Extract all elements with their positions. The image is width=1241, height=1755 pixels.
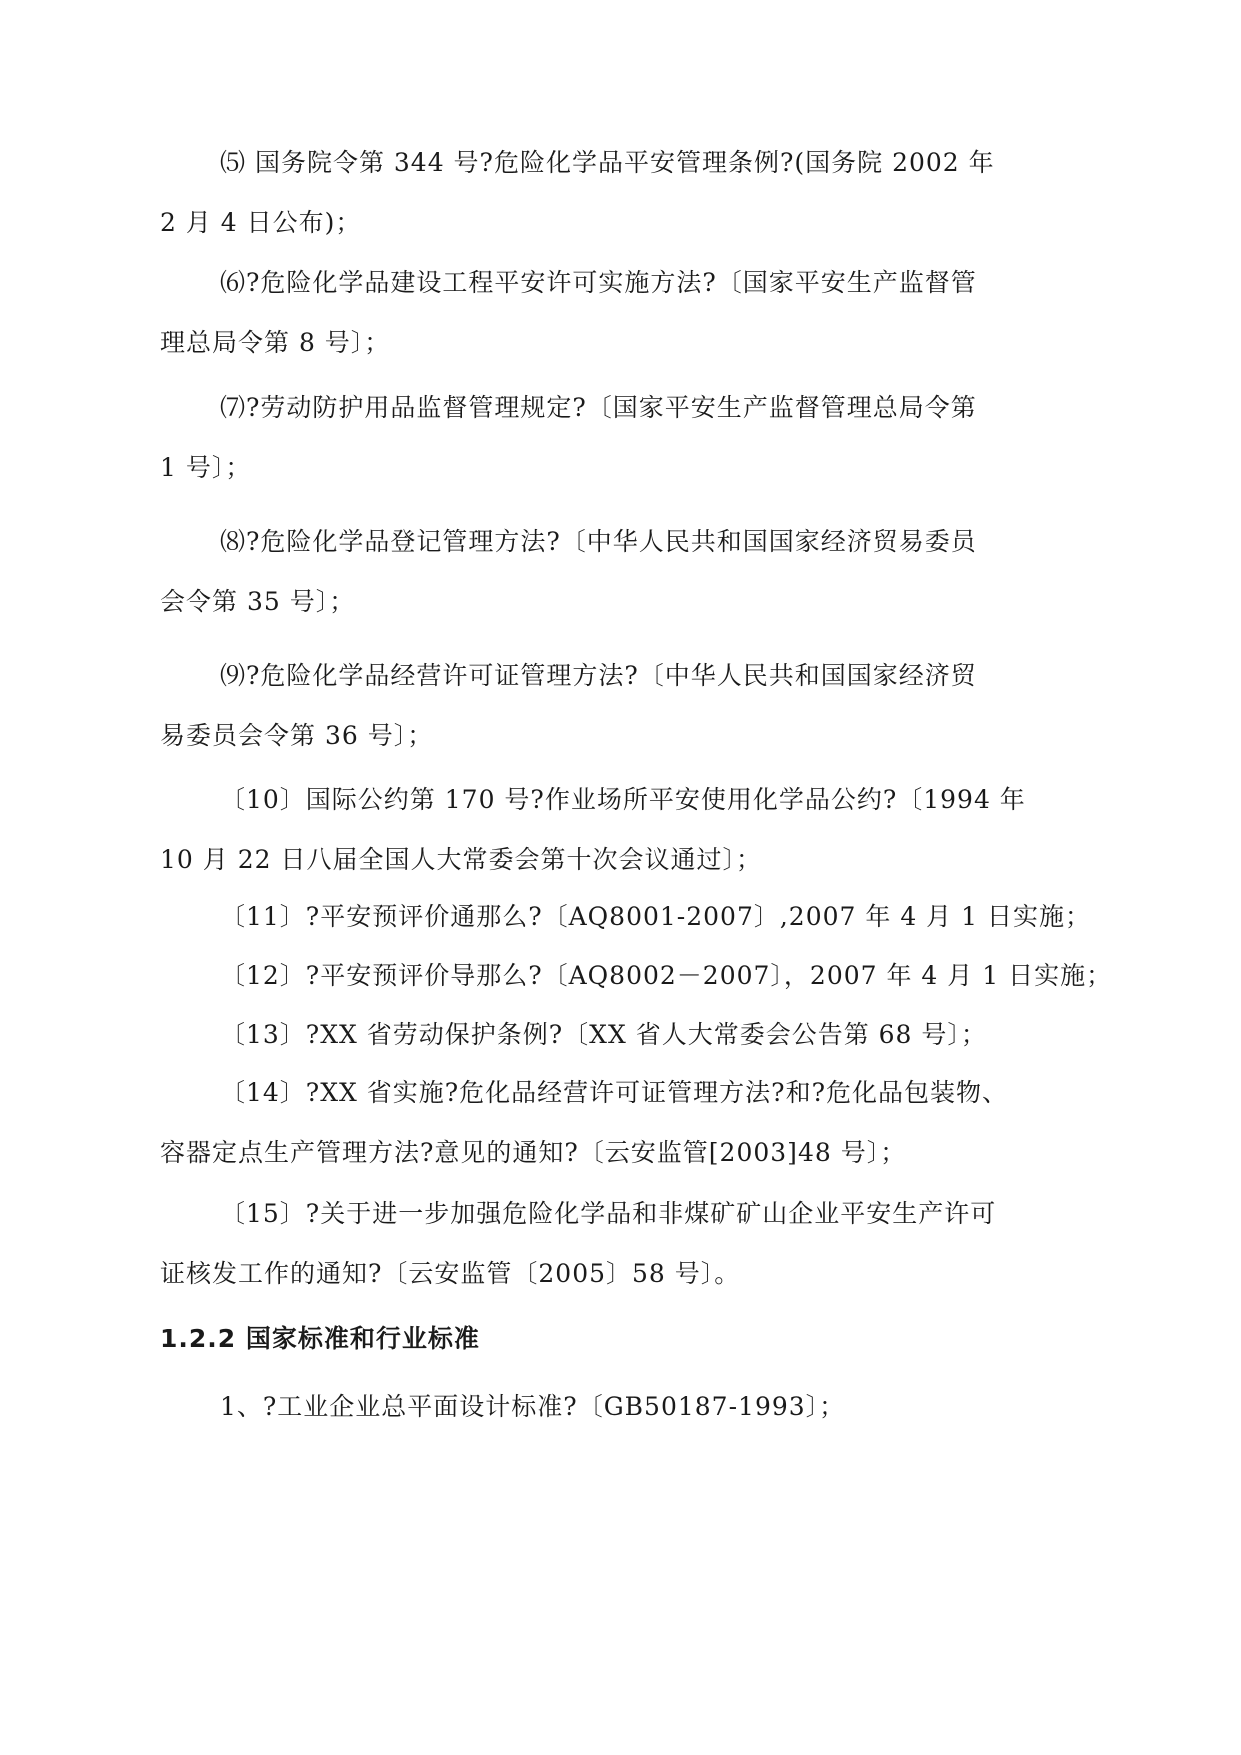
regulation-item-14-line-1: 〔14〕?XX 省实施?危化品经营许可证管理方法?和?危化品包装物、	[220, 1078, 1008, 1107]
regulation-item-13: 〔13〕?XX 省劳动保护条例?〔XX 省人大常委会公告第 68 号〕；	[220, 1020, 987, 1049]
regulation-item-10-line-1: 〔10〕国际公约第 170 号?作业场所平安使用化学品公约?〔1994 年	[220, 785, 1026, 814]
regulation-item-14-line-2: 容器定点生产管理方法?意见的通知?〔云安监管[2003]48 号〕；	[160, 1138, 907, 1167]
regulation-item-15-line-2: 证核发工作的通知?〔云安监管〔2005〕58 号〕。	[160, 1259, 741, 1288]
regulation-item-6-line-1: ⑹?危险化学品建设工程平安许可实施方法?〔国家平安生产监督管	[220, 268, 977, 297]
regulation-item-8-line-2: 会令第 35 号〕；	[160, 587, 356, 616]
regulation-item-6-line-2: 理总局令第 8 号〕；	[160, 328, 391, 357]
regulation-item-8-line-1: ⑻?危险化学品登记管理方法?〔中华人民共和国国家经济贸易委员	[220, 527, 977, 556]
standard-item-1: 1、?工业企业总平面设计标准?〔GB50187-1993〕；	[220, 1392, 846, 1421]
regulation-item-9-line-2: 易委员会令第 36 号〕；	[160, 721, 434, 750]
regulation-item-15-line-1: 〔15〕?关于进一步加强危险化学品和非煤矿矿山企业平安生产许可	[220, 1199, 997, 1228]
regulation-item-7-line-1: ⑺?劳动防护用品监督管理规定?〔国家平安生产监督管理总局令第	[220, 393, 977, 422]
regulation-item-7-line-2: 1 号〕；	[160, 453, 252, 482]
regulation-item-5-line-1: ⑸ 国务院令第 344 号?危险化学品平安管理条例?(国务院 2002 年	[220, 148, 995, 177]
regulation-item-9-line-1: ⑼?危险化学品经营许可证管理方法?〔中华人民共和国国家经济贸	[220, 661, 977, 690]
regulation-item-12: 〔12〕?平安预评价导那么?〔AQ8002－2007〕，2007 年 4 月 1 日实施；	[220, 961, 1113, 990]
section-heading: 1.2.2 国家标准和行业标准	[160, 1324, 480, 1353]
regulation-item-10-line-2: 10 月 22 日八届全国人大常委会第十次会议通过〕；	[160, 845, 762, 874]
regulation-item-11: 〔11〕?平安预评价通那么?〔AQ8001-2007〕,2007 年 4 月 1 日实施；	[220, 902, 1091, 931]
regulation-item-5-line-2: 2 月 4 日公布)；	[160, 208, 362, 237]
